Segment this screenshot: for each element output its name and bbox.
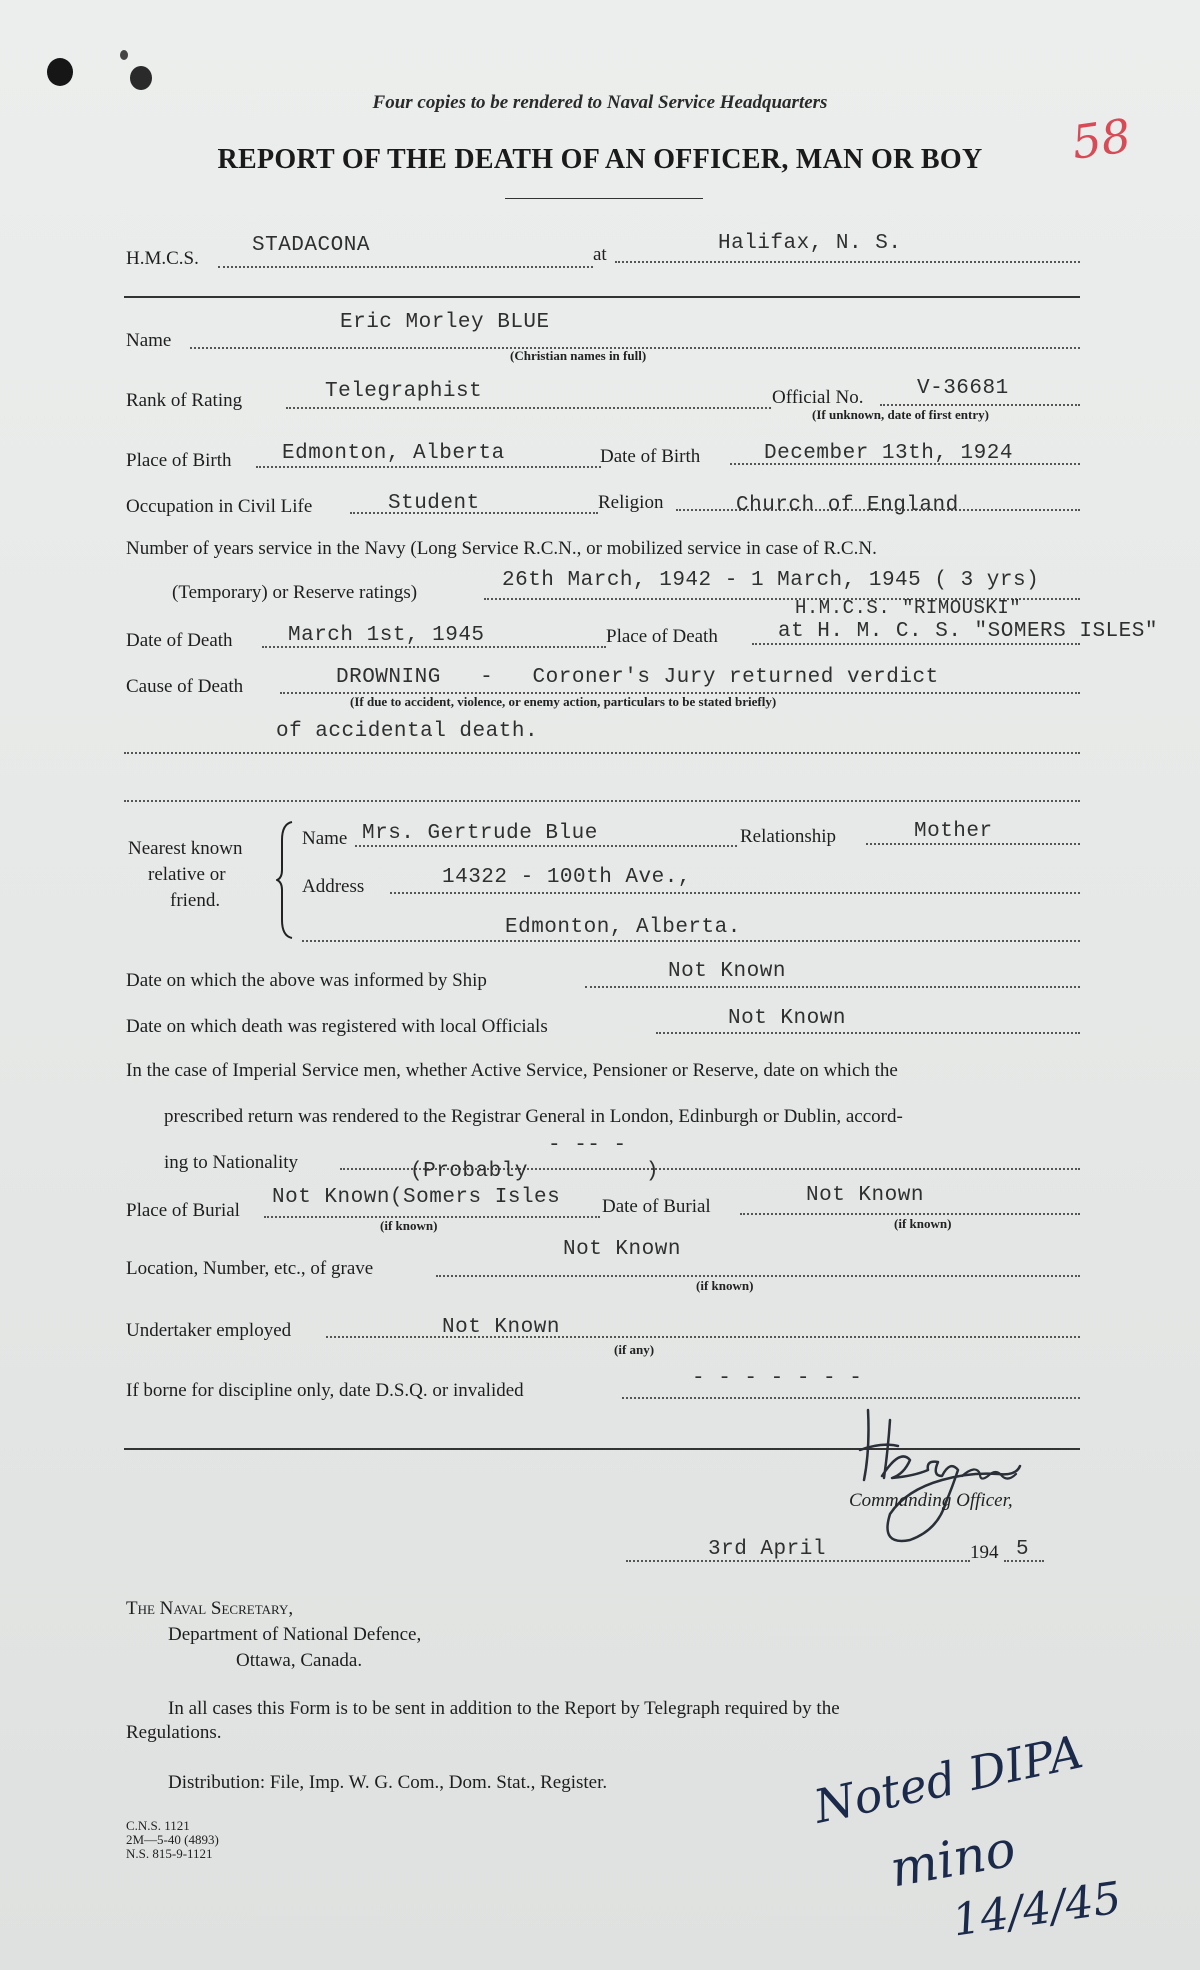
relative-brace [276,820,296,940]
naval-secretary-line: The Naval Secretary, [126,1598,294,1619]
relative-name-value: Mrs. Gertrude Blue [362,822,598,845]
service-value: 26th March, 1942 - 1 March, 1945 ( 3 yrs) [502,569,1040,592]
relationship-label: Relationship [740,826,837,847]
page-title: REPORT OF THE DEATH OF AN OFFICER, MAN OR BOY [217,144,983,175]
ship-label: H.M.C.S. [126,248,199,269]
punch-hole-torn [130,66,152,90]
signature-year-prefix: 194 [970,1542,999,1563]
grave-value: Not Known [563,1238,681,1261]
form-code-2: 2M—5-40 (4893) [126,1832,219,1847]
relative-name-label: Name [302,828,348,849]
address-dots-2 [302,940,1080,942]
relative-section-label-1: Nearest known [128,838,243,859]
undertaker-dots [326,1336,1080,1338]
birth-place-value: Edmonton, Alberta [282,442,505,465]
handwritten-noted: Noted DIPA [809,1724,1088,1834]
ship-dots [218,266,593,268]
burial-place-note: (if known) [380,1218,438,1233]
burial-date-label: Date of Burial [602,1196,711,1217]
ottawa-line: Ottawa, Canada. [236,1650,363,1671]
religion-label: Religion [598,492,664,513]
death-date-label: Date of Death [126,630,233,651]
punch-mark [120,50,128,60]
discipline-label: If borne for discipline only, date D.S.Q. or invalided [126,1380,524,1401]
form-code-1: C.N.S. 1121 [126,1818,190,1833]
registered-label: Date on which death was registered with local Officials [126,1016,548,1037]
burial-date-value: Not Known [806,1184,924,1207]
location-dots [615,261,1080,263]
official-no-label: Official No. [772,387,864,408]
official-no-note: (If unknown, date of first entry) [812,407,989,422]
religion-value: Church of England [736,494,959,517]
official-no-dots [880,404,1080,406]
informed-value: Not Known [668,960,786,983]
signature-date-value: 3rd April [708,1538,826,1561]
distribution-line: Distribution: File, Imp. W. G. Com., Dom. Stat., Register. [168,1772,608,1793]
address-label: Address [302,876,365,897]
name-label: Name [126,330,172,351]
death-date-value: March 1st, 1945 [288,624,485,647]
rank-label: Rank of Rating [126,390,243,411]
informed-label: Date on which the above was informed by Ship [126,970,487,991]
cause-label: Cause of Death [126,676,244,697]
name-value: Eric Morley BLUE [340,311,550,334]
ship-at-label: at [593,244,607,265]
handwritten-initials: mino [885,1819,1020,1899]
section-divider [124,296,1080,298]
relative-section-label-3: friend. [170,890,221,911]
instructions-line1: In all cases this Form is to be sent in addition to the Report by Telegraph required by the [168,1698,840,1719]
death-place-label: Place of Death [606,626,718,647]
imperial-line3: ing to Nationality [164,1152,299,1173]
undertaker-note: (if any) [614,1342,655,1357]
rank-value: Telegraphist [325,380,483,403]
burial-probably: (Probably ) [410,1160,659,1183]
address-line2: Edmonton, Alberta. [505,916,741,939]
service-label-line1: Number of years service in the Navy (Long Service R.C.N., or mobilized service in case of R.C.N. [126,538,877,559]
address-dots-1 [390,892,1080,894]
registered-dots [656,1032,1080,1034]
signature-year-suffix: 5 [1016,1538,1030,1561]
cause-note: (If due to accident, violence, or enemy action, particulars to be stated briefly) [350,694,777,709]
relative-name-dots [355,845,737,847]
burial-date-note: (if known) [894,1216,952,1231]
birth-date-value: December 13th, 1924 [764,442,1013,465]
birth-place-label: Place of Birth [126,450,232,471]
relationship-value: Mother [914,820,993,843]
official-no-value: V-36681 [917,377,1009,400]
death-place-dots [752,643,1080,645]
birth-date-label: Date of Birth [600,446,701,467]
burial-date-dots [740,1213,1080,1215]
registered-value: Not Known [728,1007,846,1030]
cause-continued: of accidental death. [276,720,539,743]
title-underline [505,198,703,199]
service-label-line2: (Temporary) or Reserve ratings) [172,582,418,603]
name-note: (Christian names in full) [510,348,647,363]
cause-dots-3 [124,800,1080,802]
form-code-3: N.S. 815-9-1121 [126,1846,213,1861]
grave-dots [436,1275,1080,1277]
burial-place-label: Place of Burial [126,1200,240,1221]
punch-hole [47,58,73,86]
copies-note: Four copies to be rendered to Naval Service Headquarters [372,92,828,113]
relationship-dots [866,843,1080,845]
undertaker-label: Undertaker employed [126,1320,292,1341]
signature-role: Commanding Officer, [849,1490,1013,1511]
death-place-value: at H. M. C. S. "SOMERS ISLES" [778,620,1158,643]
imperial-line2: prescribed return was rendered to the Registrar General in London, Edinburgh or Dublin, accord- [164,1106,903,1127]
relative-section-label-2: relative or [148,864,226,885]
imperial-value: - -- - [548,1134,627,1157]
page-number-mark: 58 [1068,108,1135,170]
occupation-value: Student [388,492,480,515]
undertaker-value: Not Known [442,1316,560,1339]
instructions-line2: Regulations. [126,1722,222,1743]
burial-place-value: Not Known(Somers Isles [272,1186,561,1209]
occupation-label: Occupation in Civil Life [126,496,313,517]
cause-value: DROWNING - Coroner's Jury returned verdict [336,666,939,689]
cause-dots-2 [124,752,1080,754]
ship-value: STADACONA [252,234,370,257]
commanding-officer-signature [830,1390,1070,1560]
address-line1: 14322 - 100th Ave., [442,866,691,889]
rank-dots [286,407,771,409]
grave-label: Location, Number, etc., of grave [126,1258,374,1279]
discipline-value: - - - - - - - [692,1367,863,1390]
signature-year-dots [1004,1560,1044,1562]
handwritten-date: 14/4/45 [949,1872,1125,1947]
service-ship-typed: H.M.C.S. "RIMOUSKI" [795,597,1022,619]
department-line: Department of National Defence, [168,1624,422,1645]
grave-note: (if known) [696,1278,754,1293]
imperial-line1: In the case of Imperial Service men, whether Active Service, Pensioner or Reserve, date on which the [126,1060,898,1081]
informed-dots [585,986,1080,988]
ship-location: Halifax, N. S. [718,232,902,255]
birth-place-dots [256,466,601,468]
